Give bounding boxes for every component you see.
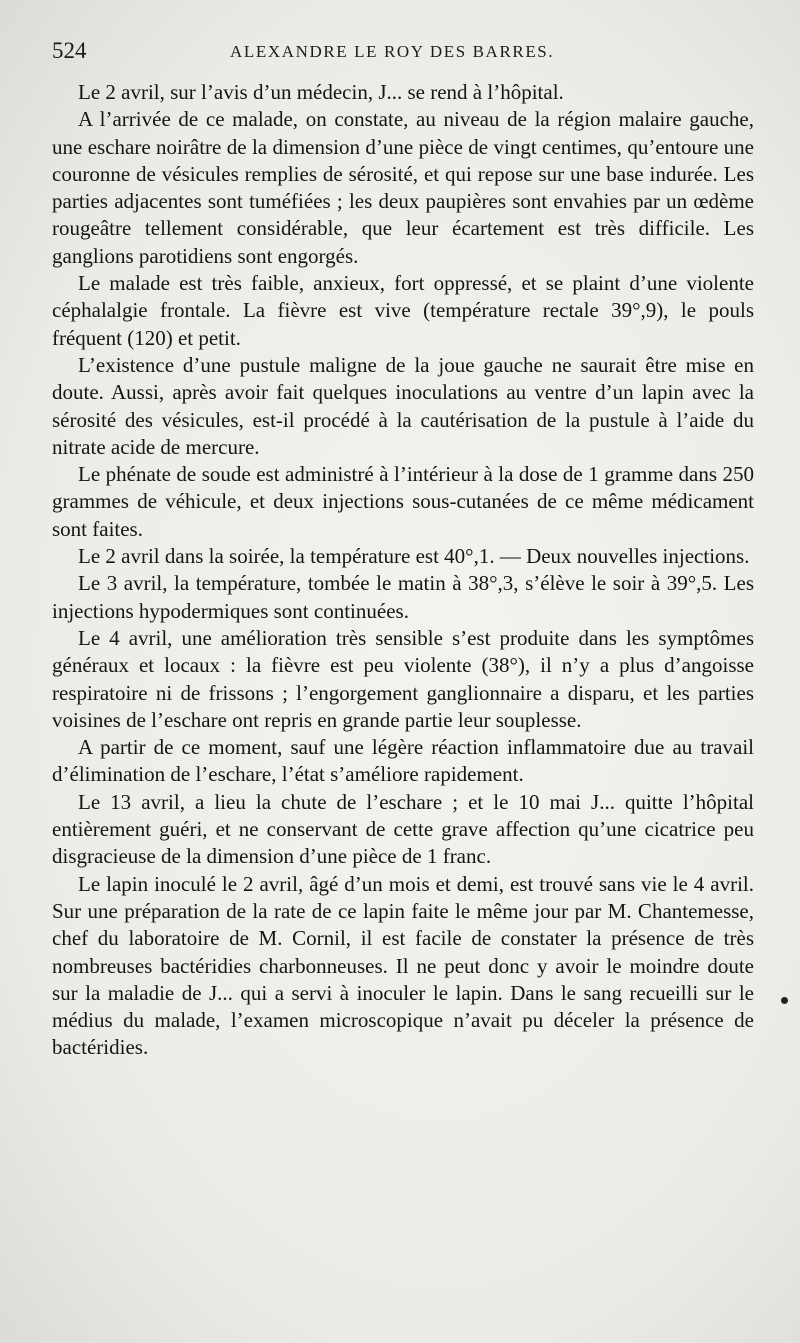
paragraph-general-state: Le malade est très faible, anxieux, fort oppressé, et se plaint d’une violente céphalalgie frontale. La fièvre est vive (température rectale 39°,9), le pouls fréquent (120) et petit.	[52, 271, 754, 350]
paragraph-admission: Le 2 avril, sur l’avis d’un médecin, J... se rend à l’hôpital.	[78, 80, 564, 104]
paragraph-diagnosis: L’existence d’une pustule maligne de la joue gauche ne saurait être mise en doute. Aussi, après avoir fait quelques inoculations au ventre d’un lapin avec la sérosité des vésicules, est-il procédé à la cautérisation de la pustule à l’aide du nitrate acide de mercure.	[52, 352, 754, 459]
paragraph-april-4: Le 4 avril, une amélioration très sensible s’est produite dans les symptômes généraux et locaux : la fièvre est peu violente (38°), il n’y a plus d’angoisse respiratoire ni de frissons ; l’engorgement ganglionnaire a disparu, et les parties voisines de l’eschare ont repris en grande partie leur souplesse.	[52, 625, 754, 732]
paragraph-improvement: A partir de ce moment, sauf une légère réaction inflammatoire due au travail d’élimination de l’eschare, l’état s’améliore rapidement.	[52, 735, 754, 787]
paragraph-rabbit-inoculation: Le lapin inoculé le 2 avril, âgé d’un mois et demi, est trouvé sans vie le 4 avril. Sur une préparation de la rate de ce lapin faite le même jour par M. Chantemesse, chef du laboratoire de M. Cornil, il est facile de constater la présence de très nombreuses bactéridies charbonneuses. Il ne peut donc y avoir le moindre doute sur la maladie de J... qui a servi à inoculer le lapin. Dans le sang recueilli sur le médius du malade, l’examen microscopique n’avait pu déceler la présence de bactéridies.	[52, 871, 754, 1060]
margin-ink-spot	[781, 997, 788, 1004]
running-header	[52, 38, 770, 68]
paragraph-treatment: Le phénate de soude est administré à l’intérieur à la dose de 1 gramme dans 250 grammes de véhicule, et deux injections sous-cutanées de ce même médicament sont faites.	[52, 462, 754, 541]
body-text	[52, 79, 754, 1062]
running-title: ALEXANDRE LE ROY DES BARRES.	[230, 42, 555, 61]
page-number: 524	[52, 38, 87, 63]
paragraph-examination: A l’arrivée de ce malade, on constate, au niveau de la région malaire gauche, une eschare noirâtre de la dimension d’une pièce de vingt centimes, qu’entoure une couronne de vésicules remplies de sérosité, et qui repose sur une base indurée. Les parties adjacentes sont tuméfiées ; les deux paupières sont envahies par un œdème rougeâtre tellement considérable, que leur écartement est très difficile. Les ganglions parotidiens sont engorgés.	[52, 107, 754, 268]
paragraph-april-3: Le 3 avril, la température, tombée le matin à 38°,3, s’élève le soir à 39°,5. Les injections hypodermiques sont continuées.	[52, 571, 754, 623]
paragraph-april-2-evening: Le 2 avril dans la soirée, la température est 40°,1. — Deux nouvelles injections.	[78, 544, 750, 569]
paragraph-recovery: Le 13 avril, a lieu la chute de l’eschare ; et le 10 mai J... quitte l’hôpital entièrement guéri, et ne conservant de cette grave affection qu’une cicatrice peu disgracieuse de la dimension d’une pièce de 1 franc.	[52, 789, 754, 869]
